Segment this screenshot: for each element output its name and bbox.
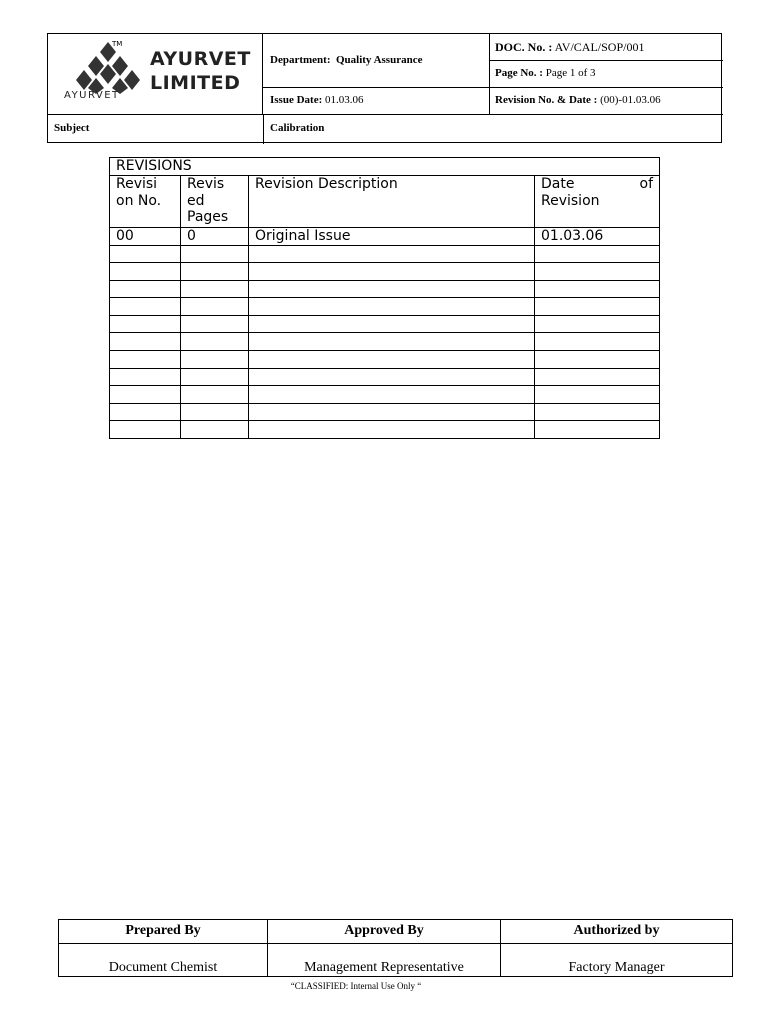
approved-by-label: Approved By bbox=[344, 923, 424, 938]
col-revision-no: Revisi on No. bbox=[110, 176, 181, 228]
issue-date-label: Issue Date: bbox=[270, 94, 323, 106]
table-row bbox=[110, 228, 660, 246]
table-row bbox=[110, 351, 660, 369]
table-row bbox=[110, 421, 660, 439]
cell-rev-pages: 0 bbox=[181, 228, 249, 246]
table-row bbox=[110, 403, 660, 421]
col-revised-pages: Revis ed Pages bbox=[181, 176, 249, 228]
col-revision-description: Revision Description bbox=[249, 176, 535, 228]
page-no-value: Page 1 of 3 bbox=[545, 67, 596, 79]
company-logo bbox=[48, 34, 263, 114]
table-row bbox=[110, 315, 660, 333]
cell-date: 01.03.06 bbox=[535, 228, 660, 246]
classification-text: “CLASSIFIED: Internal Use Only “ bbox=[290, 981, 422, 991]
classification-notice bbox=[0, 981, 768, 991]
subject-label: Subject bbox=[54, 122, 90, 134]
trademark-symbol: TM bbox=[112, 40, 123, 48]
issue-date-cell bbox=[270, 94, 364, 106]
doc-no-cell bbox=[495, 40, 644, 55]
issue-date-value: 01.03.06 bbox=[325, 94, 364, 106]
company-name: AYURVET LIMITED bbox=[150, 48, 251, 94]
signature-table bbox=[58, 919, 733, 977]
document-header bbox=[47, 33, 722, 143]
date-head-word1: Date bbox=[541, 176, 575, 192]
prepared-by-value: Document Chemist bbox=[108, 960, 218, 975]
table-row bbox=[110, 386, 660, 404]
revision-label: Revision No. & Date : bbox=[495, 94, 598, 106]
brand-mark-text: AYURVET bbox=[64, 90, 120, 101]
department-value: Quality Assurance bbox=[335, 54, 423, 66]
revision-cell bbox=[495, 94, 661, 106]
table-row bbox=[110, 280, 660, 298]
table-row bbox=[110, 368, 660, 386]
revisions-header-row bbox=[110, 176, 660, 228]
authorized-by-label: Authorized by bbox=[573, 923, 660, 938]
revisions-table bbox=[109, 157, 660, 439]
date-head-word2: of bbox=[639, 176, 653, 192]
prepared-by-label: Prepared By bbox=[125, 923, 201, 938]
table-row bbox=[110, 333, 660, 351]
department-label: Department: bbox=[270, 54, 331, 66]
doc-no-label: DOC. No. : bbox=[495, 40, 553, 54]
approved-by-value: Management Representative bbox=[304, 960, 464, 975]
cell-rev-no: 00 bbox=[110, 228, 181, 246]
col-date-of-revision bbox=[535, 176, 660, 228]
subject-value: Calibration bbox=[270, 122, 325, 134]
doc-no-value: AV/CAL/SOP/001 bbox=[554, 40, 645, 54]
cell-description: Original Issue bbox=[249, 228, 535, 246]
page-no-label: Page No. : bbox=[495, 67, 543, 79]
table-row bbox=[110, 263, 660, 281]
page-no-cell bbox=[495, 67, 596, 79]
revisions-title: REVISIONS bbox=[110, 158, 660, 176]
authorized-by-value: Factory Manager bbox=[568, 960, 665, 975]
revision-value: (00)-01.03.06 bbox=[600, 94, 661, 106]
department-cell bbox=[270, 54, 422, 66]
table-row bbox=[110, 298, 660, 316]
ayurvet-diamond-logo-icon bbox=[76, 42, 140, 94]
date-head-word3: Revision bbox=[541, 192, 600, 209]
table-row bbox=[110, 245, 660, 263]
